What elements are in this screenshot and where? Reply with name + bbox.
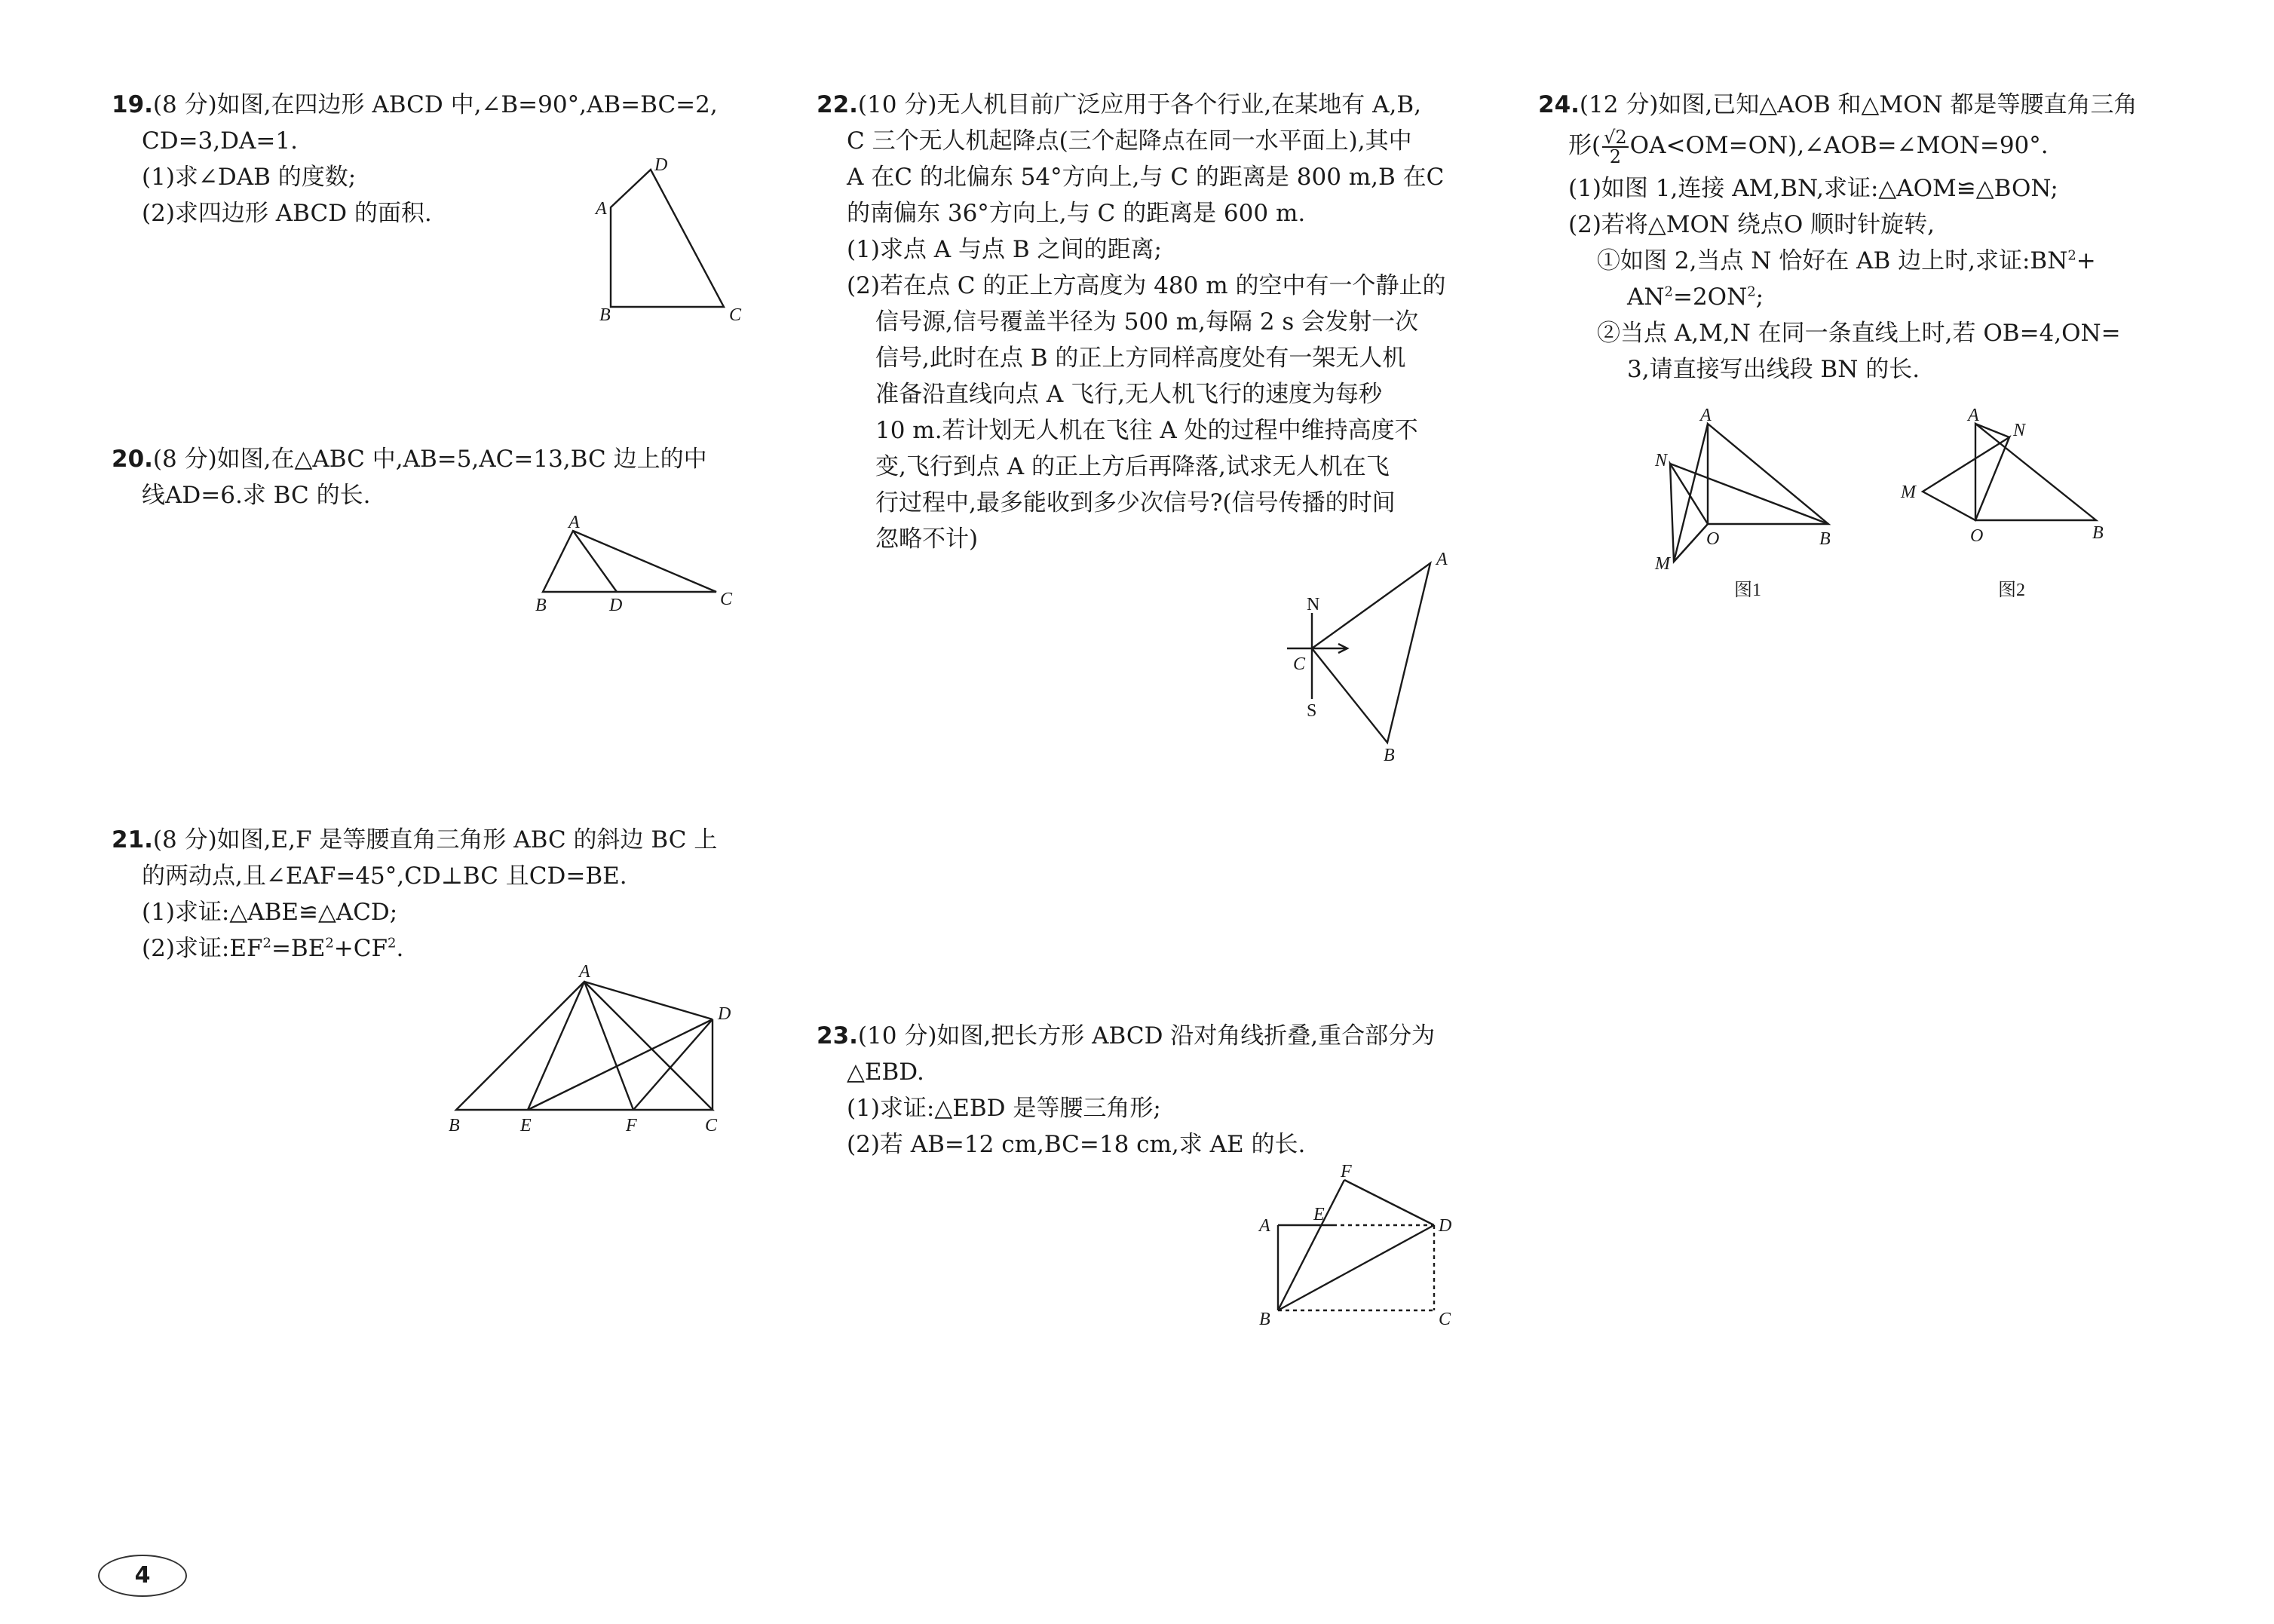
label-a: A	[1436, 550, 1448, 569]
problem-number: 24.	[1538, 91, 1580, 118]
label-a: A	[1968, 406, 1979, 425]
question-2-cont: 行过程中,最多能收到多少次信号?(信号传播的时间	[875, 489, 1396, 516]
problem-statement-cont: CD=3,DA=1.	[142, 127, 298, 155]
problem-number: 22.	[817, 91, 858, 118]
question-2-cont: 变,飞行到点 A 的正上方后再降落,试求无人机在飞	[875, 453, 1390, 480]
label-f: F	[1341, 1162, 1352, 1181]
problem-statement: (10 分)无人机目前广泛应用于各个行业,在某地有 A,B,	[857, 91, 1421, 118]
problem-23	[817, 1018, 1465, 1163]
figure-2-caption: 图2	[1998, 581, 2025, 600]
label-m: M	[1655, 554, 1670, 574]
problem-statement: (8 分)如图,在△ABC 中,AB=5,AC=13,BC 边上的中	[152, 446, 707, 473]
question-2: (2)若在点 C 的正上方高度为 480 m 的空中有一个静止的	[847, 272, 1446, 299]
question-2: (2)求证$:EF^2=BE^2+CF^2$.	[142, 935, 404, 962]
label-e: E	[520, 1116, 532, 1135]
question-2-cont: 信号源,信号覆盖半径为 500 m,每隔 2 s 会发射一次	[875, 308, 1419, 336]
problem-statement-cont: C 三个无人机起降点(三个起降点在同一水平面上),其中	[847, 127, 1412, 155]
problem-statement-cont: 形( $\frac{√2}{2}$ OA<OM=ON),∠AOB=∠MON=90°.	[1568, 126, 2049, 167]
problem-statement-cont: 的南偏东 36°方向上,与 C 的距离是 600 m.	[847, 200, 1306, 227]
problem-20	[112, 441, 745, 513]
figure-isosceles-right-triangle	[445, 962, 746, 1138]
figure-quadrilateral-abcd	[596, 155, 746, 328]
question-2b-cont: 3,请直接写出线段 BN 的长.	[1627, 355, 1920, 383]
label-a: A	[579, 962, 590, 982]
problem-number: 21.	[112, 826, 153, 853]
question-2-cont: 忽略不计)	[875, 526, 979, 553]
figure-triangle-abc-median	[528, 513, 746, 615]
label-e: E	[1313, 1205, 1325, 1224]
problem-statement: (8 分)如图,在四边形 ABCD 中,∠B=90°,AB=BC=2,	[152, 91, 718, 118]
question-2-cont: 10 m.若计划无人机在飞往 A 处的过程中维持高度不	[875, 417, 1418, 444]
label-s: S	[1307, 701, 1317, 721]
problem-statement: (12 分)如图,已知△AOB 和△MON 都是等腰直角三角	[1579, 91, 2138, 118]
label-b: B	[1384, 746, 1395, 765]
problem-number: 23.	[817, 1022, 858, 1049]
label-m: M	[1901, 483, 1916, 502]
triangle-mon	[1923, 437, 2009, 520]
problem-number: 19.	[112, 91, 153, 118]
figure-folded-rectangle	[1252, 1162, 1463, 1331]
question-2a: ①如图 2,当点 N 恰好在 AB 边上时,求证$:BN^2+$	[1597, 247, 2096, 274]
label-n: N	[1307, 595, 1320, 614]
problem-statement-cont: △EBD.	[847, 1059, 924, 1086]
problem-22	[817, 87, 1465, 557]
label-b: B	[535, 596, 547, 615]
figure-24-2	[1896, 407, 2122, 603]
figure-1-caption: 图1	[1734, 581, 1761, 600]
label-c: C	[729, 305, 742, 325]
label-c: C	[705, 1116, 718, 1135]
page-number: 4	[98, 1555, 187, 1597]
question-2a-cont: $AN^2=2ON^2$;	[1627, 283, 1764, 311]
question-2: (2)若将△MON 绕点O 顺时针旋转,	[1568, 210, 1935, 238]
label-f: F	[626, 1116, 637, 1135]
label-c: C	[1293, 654, 1306, 674]
question-1: (1)求∠DAB 的度数;	[142, 164, 357, 191]
problem-number: 20.	[112, 446, 153, 473]
question-2b: ②当点 A,M,N 在同一条直线上时,若 OB=4,ON=	[1597, 319, 2121, 347]
question-2: (2)若 AB=12 cm,BC=18 cm,求 AE 的长.	[847, 1131, 1306, 1158]
problem-statement-cont: A 在C 的北偏东 54°方向上,与 C 的距离是 800 m,B 在C	[847, 164, 1445, 191]
problem-24	[1538, 87, 2217, 388]
problem-statement-cont: 的两动点,且∠EAF=45°,CD⊥BC 且CD=BE.	[142, 863, 627, 890]
label-d: D	[1439, 1216, 1452, 1236]
triangle-mon	[1670, 464, 1708, 562]
question-2-cont: 准备沿直线向点 A 飞行,无人机飞行的速度为每秒	[875, 381, 1382, 408]
label-n: N	[1655, 451, 1668, 470]
question-1: (1)如图 1,连接 AM,BN,求证:△AOM≌△BON;	[1568, 174, 2058, 202]
question-2: (2)求四边形 ABCD 的面积.	[142, 200, 432, 227]
label-b: B	[599, 305, 611, 325]
label-b: B	[2092, 523, 2104, 543]
label-b: B	[1259, 1310, 1270, 1329]
label-b: B	[1819, 529, 1831, 549]
question-1: (1)求点 A 与点 B 之间的距离;	[847, 236, 1162, 263]
question-2-cont: 信号,此时在点 B 的正上方同样高度处有一架无人机	[875, 345, 1406, 372]
label-o: O	[1706, 529, 1720, 549]
label-b: B	[449, 1116, 460, 1135]
label-c: C	[1439, 1310, 1451, 1329]
label-a: A	[568, 513, 580, 532]
problem-statement: (10 分)如图,把长方形 ABCD 沿对角线折叠,重合部分为	[857, 1022, 1436, 1049]
label-d: D	[609, 596, 623, 615]
fraction-sqrt2-over-2: $\frac{√2}{2}$	[1604, 126, 1627, 167]
label-o: O	[1970, 526, 1984, 546]
label-a: A	[1259, 1216, 1270, 1236]
question-1: (1)求证:△EBD 是等腰三角形;	[847, 1095, 1161, 1122]
label-c: C	[720, 590, 733, 609]
problem-statement: (8 分)如图,E,F 是等腰直角三角形 ABC 的斜边 BC 上	[152, 826, 718, 853]
label-d: D	[654, 155, 668, 175]
problem-statement-cont: 线AD=6.求 BC 的长.	[142, 482, 371, 509]
question-1: (1)求证:△ABE≌△ACD;	[142, 899, 398, 926]
figure-compass-triangle	[1270, 547, 1474, 765]
label-a: A	[1700, 406, 1712, 425]
problem-21	[112, 822, 745, 967]
figure-24-1	[1647, 407, 1851, 603]
label-n: N	[2013, 421, 2026, 440]
label-a: A	[596, 199, 607, 219]
label-d: D	[718, 1004, 731, 1024]
